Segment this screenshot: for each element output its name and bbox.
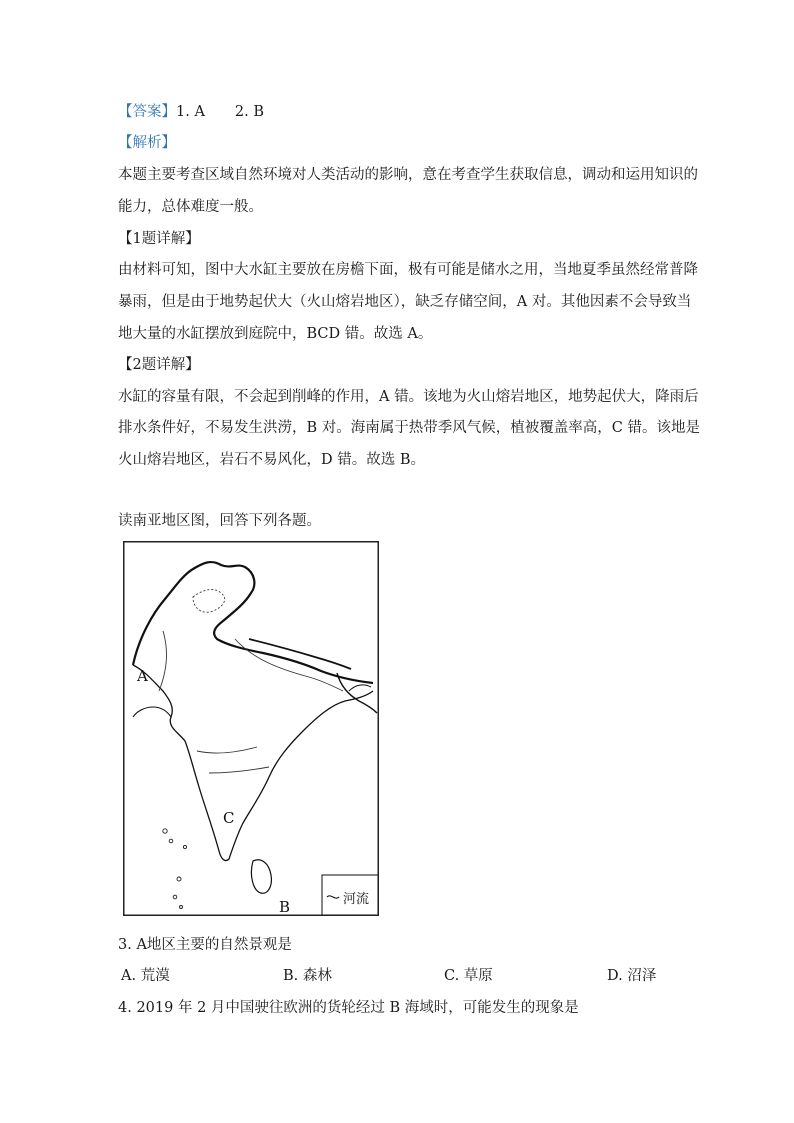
q1-detail-line: 地大量的水缸摆放到庭院中，BCD 错。故选 A。 [118,326,433,342]
analysis-text-line: 能力，总体难度一般。 [118,199,263,215]
q2-detail-line: 火山熔岩地区，岩石不易风化，D 错。故选 B。 [118,452,425,468]
q3-option-b: B. 森林 [283,968,332,984]
answer-q2: 2. B [234,104,265,120]
q3-option-c: C. 草原 [444,968,493,984]
answer-line [118,102,264,122]
map-question-intro: 读南亚地区图，回答下列各题。 [118,513,321,529]
q1-detail-line: 由材料可知，图中大水缸主要放在房檐下面，极有可能是储水之用，当地夏季虽然经常普降 [118,262,698,278]
q3-option-a: A. 荒漠 [121,968,170,984]
map-label-a: A [137,667,148,685]
south-asia-map [123,541,379,916]
answer-q1: 1. A [176,104,205,120]
q2-detail-line: 排水条件好，不易发生洪涝，B 对。海南属于热带季风气候，植被覆盖率高，C 错。该地是 [118,420,700,436]
map-legend-label: 河流 [343,892,370,907]
map-label-c: C [223,809,235,827]
q3-option-d: D. 沼泽 [607,968,657,984]
answer-label: 【答案】 [118,104,176,120]
analysis-text-line: 本题主要考查区域自然环境对人类活动的影响，意在考查学生获取信息，调动和运用知识的 [118,167,698,183]
analysis-label: 【解析】 [118,135,176,151]
q2-detail-line: 水缸的容量有限，不会起到削峰的作用，A 错。该地为火山熔岩地区，地势起伏大，降雨后 [118,389,699,405]
q1-detail-line: 暴雨，但是由于地势起伏大（火山熔岩地区），缺乏存储空间，A 对。其他因素不会导致当 [118,294,692,310]
question-4-stem: 4. 2019 年 2 月中国驶往欧洲的货轮经过 B 海域时，可能发生的现象是 [118,1000,579,1016]
q1-detail-label: 【1题详解】 [118,231,200,247]
map-label-b: B [279,898,291,916]
q2-detail-label: 【2题详解】 [118,357,200,373]
question-3-stem: 3. A地区主要的自然景观是 [118,937,292,953]
